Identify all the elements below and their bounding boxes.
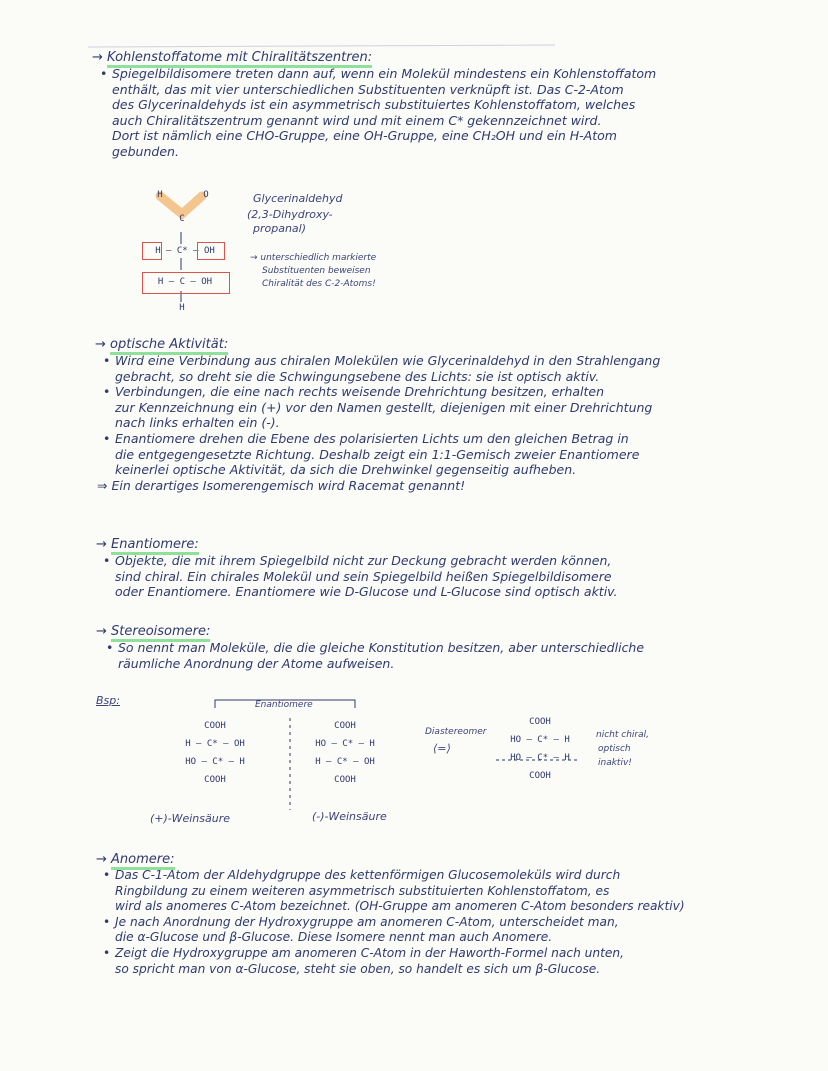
mol1-line: HO – C* – H: [185, 757, 245, 767]
sec2-heading: → optische Aktivität:: [95, 337, 228, 352]
text-line: gebracht, so dreht sie die Schwingungsebene des Lichts: sie ist optisch aktiv.: [115, 368, 600, 384]
text-line: so spricht man von α-Glucose, steht sie oben, so handelt es sich um β-Glucose.: [115, 961, 601, 976]
text-line: sind chiral. Ein chirales Molekül und sein Spiegelbild heißen Spiegelbildisomere: [115, 568, 612, 584]
mol1-line: H – C* – OH: [185, 739, 245, 749]
mol1: [170, 720, 260, 786]
text-line: • Enantiomere drehen die Ebene des polarisierten Lichts um den gleichen Betrag in: [103, 430, 629, 446]
glycer-row1: H – C* – OH: [155, 246, 215, 256]
text-line: Wird eine Verbindung aus chiralen Molekülen wie Glycerinaldehyd in den Strahlengang: [115, 353, 661, 368]
sec5-heading: → Anomere:: [96, 852, 175, 867]
text-line: Objekte, die mit ihrem Spiegelbild nicht zur Deckung gebracht werden können,: [115, 553, 612, 568]
mol3: [495, 716, 585, 782]
text-line: auch Chiralitätszentrum genannt wird und mit einem C* gekennzeichnet wird.: [112, 112, 602, 128]
top-rule: [88, 45, 555, 47]
text-line: wird als anomeres C-Atom bezeichnet. (OH-Gruppe am anomeren C-Atom besonders reaktiv): [115, 899, 685, 914]
glycer-iupac-2: propanal): [253, 222, 307, 235]
text-line: Ringbildung zu einem weiteren asymmetrisch substituierten Kohlenstoffatom, es: [115, 883, 610, 898]
sec4-paragraph: • So nennt man Moleküle, die die gleiche Konstitution besitzen, aber unterschiedliche räumliche Anordnung der Atome aufweisen.: [118, 640, 818, 671]
sec2-paragraph: • Wird eine Verbindung aus chiralen Molekülen wie Glycerinaldehyd in den Strahlengang gebracht, so dreht sie die Schwingungsebene des Lichts: sie ist optisch aktiv. • Verbindungen, die eine nach rechts weisende Drehrichtung besitzen, erhalten zur Kennzeichnung ein (+) vor den Namen gestellt, diejenigen mit einer Drehrichtung nach links erhalten ein (-). • Enantiomere drehen die Ebene des polarisierten Lichts um den gleichen Betrag in die entgegengesetzte Richtung. Deshalb zeigt ein 1:1-Gemisch zweier Enantiomere keinerlei optische Aktivität, da sich die Drehwinkel gegenseitig aufheben. ⇒ Ein derartiges Isomerengemisch wird Racemat genannt!: [115, 353, 815, 493]
meso-note-3: inaktiv!: [598, 758, 632, 768]
diastereomer-label: Diastereomer: [425, 727, 487, 737]
mol3-line: HO – C* – H: [510, 753, 570, 763]
mol2-line: COOH: [334, 721, 356, 731]
glycer-row2: H – C – OH: [157, 277, 213, 287]
sec1-heading: → Kohlenstoffatome mit Chiralitätszentren:: [92, 50, 372, 65]
glycer-top-c: C: [179, 214, 185, 224]
red-box-oh: [197, 242, 225, 260]
mol3-line: COOH: [529, 771, 551, 781]
glycer-note-1: → unterschiedlich markierte: [250, 253, 377, 263]
mol3-line: HO – C* – H: [510, 735, 570, 745]
text-line: räumliche Anordnung der Atome aufweisen.: [118, 655, 395, 671]
glycer-note-2: Substituenten beweisen: [262, 266, 371, 276]
red-box-h: [142, 242, 162, 260]
sec5-paragraph: • Das C-1-Atom der Aldehydgruppe des kettenförmigen Glucosemoleküls wird durch Ringbildung zu einem weiteren asymmetrisch substituierten Kohlenstoffatom, es wird als anomeres C-Atom bezeichnet. (OH-Gruppe am anomeren C-Atom besonders reaktiv) • Je nach Anordnung der Hydroxygruppe am anomeren C-Atom, unterscheidet man, die α-Glucose und β-Glucose. Diese Isomere nennt man auch Anomere. • Zeigt die Hydroxygruppe am anomeren C-Atom in der Haworth-Formel nach unten, so spricht man von α-Glucose, steht sie oben, so handelt es sich um β-Glucose.: [115, 868, 820, 977]
text-line: oder Enantiomere. Enantiomere wie D-Glucose und L-Glucose sind optisch aktiv.: [115, 584, 618, 600]
text-line: • Je nach Anordnung der Hydroxygruppe am anomeren C-Atom, unterscheidet man,: [103, 914, 619, 929]
text-line: enthält, das mit vier unterschiedlichen Substituenten verknüpft ist. Das C-2-Atom: [112, 81, 624, 97]
text-line: des Glycerinaldehyds ist ein asymmetrisch substituiertes Kohlenstoffatom, welches: [112, 97, 636, 113]
text-line: gebunden.: [112, 143, 179, 159]
glycer-name: Glycerinaldehyd: [253, 192, 343, 205]
text-line: Dort ist nämlich eine CHO-Gruppe, eine OH-Gruppe, eine CH₂OH und ein H-Atom: [112, 128, 617, 144]
enantiomere-label: Enantiomere: [255, 700, 313, 710]
glycer-iupac-1: (2,3-Dihydroxy-: [247, 208, 333, 221]
text-line: • Zeigt die Hydroxygruppe am anomeren C-Atom in der Haworth-Formel nach unten,: [103, 945, 625, 960]
text-line: Das C-1-Atom der Aldehydgruppe des kettenförmigen Glucosemoleküls wird durch: [115, 868, 621, 882]
mol3-line: COOH: [529, 717, 551, 727]
weinsaeure-minus: (-)-Weinsäure: [312, 810, 387, 823]
sec1-paragraph: • Spiegelbildisomere treten dann auf, wenn ein Molekül mindestens ein Kohlenstoffatom enthält, das mit vier unterschiedlichen Substituenten verknüpft ist. Das C-2-Atom des Glycerinaldehyds ist ein asymmetrisch substituiertes Kohlenstoffatom, welches auch Chiralitätszentrum genannt wird und mit einem C* gekennzeichnet wird. Dort ist nämlich eine CHO-Gruppe, eine OH-Gruppe, eine CH₂OH und ein H-Atom gebunden.: [112, 66, 812, 160]
mol2: [300, 720, 390, 786]
text-line: ⇒ Ein derartiges Isomerengemisch wird Racemat genannt!: [97, 477, 466, 493]
text-line: nach links erhalten ein (-).: [115, 415, 280, 431]
sec4-heading: → Stereoisomere:: [96, 624, 210, 639]
glycer-bottom-h: H: [179, 303, 185, 313]
text-line: die entgegengesetzte Richtung. Deshalb zeigt ein 1:1-Gemisch zweier Enantiomere: [115, 446, 640, 462]
mol1-line: COOH: [204, 721, 226, 731]
text-line: Spiegelbildisomere treten dann auf, wenn ein Molekül mindestens ein Kohlenstoffatom: [112, 66, 657, 81]
mol2-line: COOH: [334, 775, 356, 785]
equiv-sign: ⟨=⟩: [433, 742, 451, 755]
sec3-paragraph: • Objekte, die mit ihrem Spiegelbild nicht zur Deckung gebracht werden können, sind chiral. Ein chirales Molekül und sein Spiegelbild heißen Spiegelbildisomere oder Enantiomere. Enantiomere wie D-Glucose und L-Glucose sind optisch aktiv.: [115, 553, 815, 600]
text-line: • Verbindungen, die eine nach rechts weisende Drehrichtung besitzen, erhalten: [103, 384, 605, 400]
bsp-label: Bsp:: [96, 694, 120, 707]
meso-note-1: nicht chiral,: [596, 730, 649, 740]
text-line: keinerlei optische Aktivität, da sich die Drehwinkel gegenseitig aufheben.: [115, 462, 577, 478]
mol2-line: HO – C* – H: [315, 739, 375, 749]
meso-note-2: optisch: [598, 744, 631, 754]
text-line: So nennt man Moleküle, die die gleiche Konstitution besitzen, aber unterschiedliche: [118, 640, 645, 655]
glycer-top-o: O: [203, 190, 209, 200]
glycer-note-3: Chiralität des C-2-Atoms!: [262, 279, 376, 289]
text-line: die α-Glucose und β-Glucose. Diese Isomere nennt man auch Anomere.: [115, 930, 553, 945]
mol1-line: COOH: [204, 775, 226, 785]
weinsaeure-plus: (+)-Weinsäure: [150, 812, 230, 825]
sec3-heading: → Enantiomere:: [96, 537, 199, 552]
mol2-line: H – C* – OH: [315, 757, 375, 767]
glycer-top-h: H: [157, 190, 163, 200]
text-line: zur Kennzeichnung ein (+) vor den Namen gestellt, diejenigen mit einer Drehrichtung: [115, 399, 653, 415]
